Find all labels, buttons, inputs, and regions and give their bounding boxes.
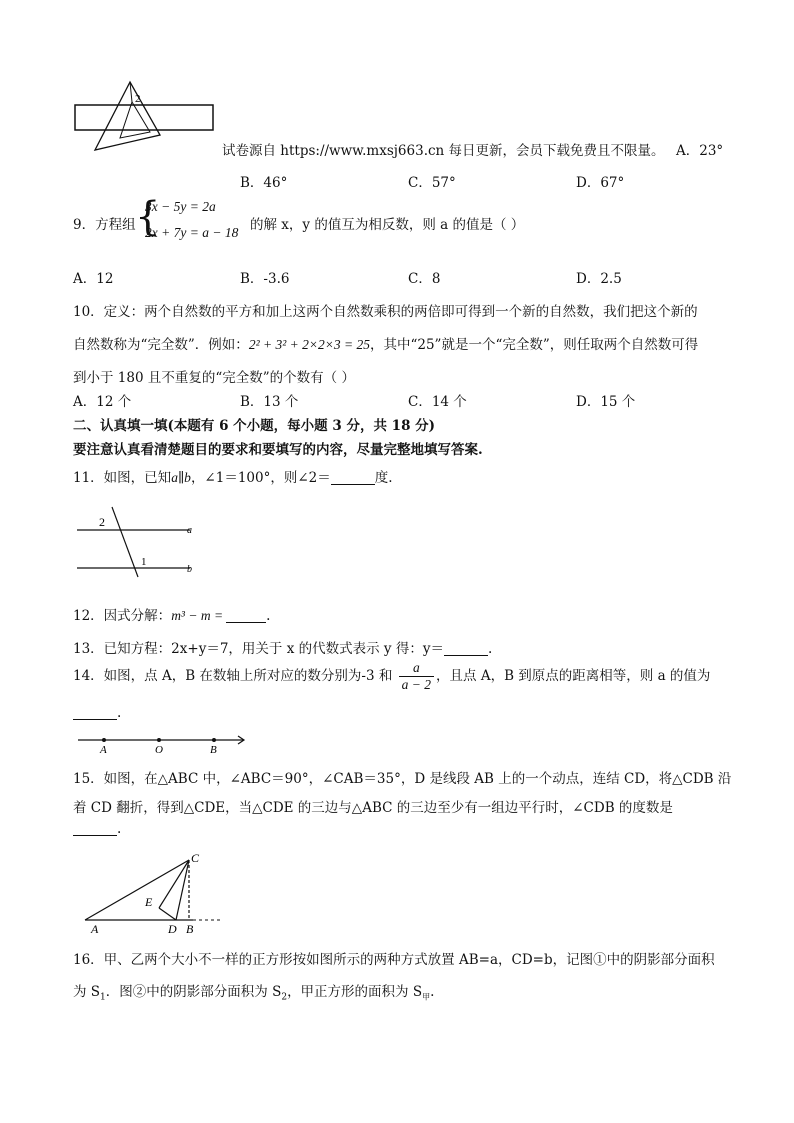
q10-line-1: 10．定义：两个自然数的平方和加上这两个自然数乘积的两倍即可得到一个新的自然数，我们把这个新的 xyxy=(73,304,698,320)
q11-text-start: 11．如图，已知 xyxy=(73,470,172,486)
q8-option-c: C．57° xyxy=(408,175,456,191)
q16-text-3: ，甲正方形的面积为 S xyxy=(287,984,423,1000)
q9-equation-1: 3x − 5y = 2a xyxy=(145,199,216,214)
q14-fraction-numerator: a xyxy=(399,660,434,677)
q9-number: 9．方程组 xyxy=(73,217,136,233)
section-2-title: 二、认真填一填(本题有 6 个小题，每小题 3 分，共 18 分) xyxy=(73,418,436,434)
q10-line-2-start: 自然数称为“完全数”．例如： xyxy=(73,337,249,353)
q14-number-line xyxy=(78,732,248,754)
q16-sub-2: 2 xyxy=(281,992,288,1003)
q13-text-end: . xyxy=(487,641,493,657)
q16-text-4: . xyxy=(430,984,435,1000)
q15-answer-line xyxy=(73,821,121,837)
q12-text-start: 12．因式分解： xyxy=(73,608,172,624)
q12-formula: m³ − m = xyxy=(171,608,224,623)
q9-option-c: C．8 xyxy=(408,271,441,287)
q13-text xyxy=(73,637,492,657)
q9-equation-2: 2x + 7y = a − 18 xyxy=(145,225,239,240)
q14-text-mid: ，且点 A，B 到原点的距离相等，则 a 的值为 xyxy=(436,668,711,684)
q15-label-D: D xyxy=(168,922,177,936)
q11-text-mid: ，∠1＝100°，则∠2＝ xyxy=(190,470,331,486)
q14-answer-blank[interactable] xyxy=(73,705,117,720)
q15-label-C: C xyxy=(191,851,200,865)
q11-figure xyxy=(75,505,205,580)
q15-text-end: . xyxy=(117,821,122,837)
q11-label-b: b xyxy=(187,564,192,575)
q15-figure xyxy=(83,850,233,935)
q8-fig-label: 2 xyxy=(135,93,141,105)
q10-option-a: A．12 个 xyxy=(73,394,132,410)
q15-label-B: B xyxy=(186,922,194,936)
q14-text-end: . xyxy=(117,705,122,721)
q10-line-3: 到小于 180 且不重复的“完全数”的个数有（ ） xyxy=(73,370,355,386)
q13-text-start: 13．已知方程：2x+y＝7，用关于 x 的代数式表示 y 得：y＝ xyxy=(73,641,444,657)
q11-label-1: 1 xyxy=(141,556,147,568)
q12-answer-blank[interactable] xyxy=(226,608,266,623)
q14-text-start: 14．如图，点 A，B 在数轴上所对应的数分别为-3 和 xyxy=(73,668,393,684)
q8-option-d: D．67° xyxy=(576,175,625,191)
q13-answer-blank[interactable] xyxy=(444,641,488,656)
q11-label-a: a xyxy=(187,525,192,536)
q8-option-a: A．23° xyxy=(676,143,724,159)
q15-label-E: E xyxy=(145,895,153,909)
q8-figure xyxy=(70,80,220,155)
q12-text xyxy=(73,604,270,624)
q14-label-A: A xyxy=(100,744,107,756)
q14-label-B: B xyxy=(210,744,217,756)
q10-option-d: D．15 个 xyxy=(576,394,636,410)
q10-line-2 xyxy=(73,333,698,353)
q16-text-2: ．图②中的阴影部分面积为 S xyxy=(105,984,282,1000)
q16-line-2 xyxy=(73,980,434,1003)
q9-brace: { xyxy=(135,194,161,240)
q11-text xyxy=(73,466,393,486)
q14-text xyxy=(73,660,710,693)
q11-parallel: a∥b xyxy=(171,470,191,485)
q15-line-1: 15．如图，在△ABC 中，∠ABC＝90°，∠CAB＝35°，D 是线段 AB 上的一个动点，连结 CD，将△CDB 沿 xyxy=(73,771,732,787)
q14-answer-line xyxy=(73,705,121,721)
q8-option-b: B．46° xyxy=(240,175,288,191)
q14-label-O: O xyxy=(155,744,163,756)
q16-line-1: 16．甲、乙两个大小不一样的正方形按如图所示的两种方式放置 AB=a，CD=b，记图①中的阴影部分面积 xyxy=(73,952,715,968)
q9-option-a: A．12 xyxy=(73,271,114,287)
q11-label-2: 2 xyxy=(99,515,105,529)
q14-fraction-denominator: a − 2 xyxy=(401,677,432,692)
q16-text-1: 为 S xyxy=(73,984,101,1000)
q15-label-A: A xyxy=(91,922,99,936)
q16-sub-1: 1 xyxy=(100,992,106,1003)
q11-text-end: 度. xyxy=(374,470,393,486)
q9-text: 的解 x，y 的值互为相反数，则 a 的值是（ ） xyxy=(250,217,525,233)
q15-answer-blank[interactable] xyxy=(73,821,117,836)
q10-option-c: C．14 个 xyxy=(408,394,467,410)
q9-option-d: D．2.5 xyxy=(576,271,622,287)
q16-sub-3: 甲 xyxy=(422,992,431,1002)
q10-option-b: B．13 个 xyxy=(240,394,299,410)
q15-line-2: 着 CD 翻折，得到△CDE，当△CDE 的三边与△ABC 的三边至少有一组边平行时，∠CDB 的度数是 xyxy=(73,800,673,816)
q11-answer-blank[interactable] xyxy=(331,470,375,485)
q10-line-2-end: ，其中“25”就是一个“完全数”，则任取两个自然数可得 xyxy=(369,337,699,353)
q14-fraction xyxy=(399,660,434,693)
q8-source-note: 试卷源自 https://www.mxsj663.cn 每日更新，会员下载免费且不限量。 xyxy=(222,143,665,159)
q12-text-end: . xyxy=(266,608,271,624)
q10-formula: 2² + 3² + 2×2×3 = 25 xyxy=(248,337,370,352)
q9-option-b: B．-3.6 xyxy=(240,271,290,287)
section-2-instruction: 要注意认真看清楚题目的要求和要填写的内容，尽量完整地填写答案. xyxy=(73,442,483,458)
